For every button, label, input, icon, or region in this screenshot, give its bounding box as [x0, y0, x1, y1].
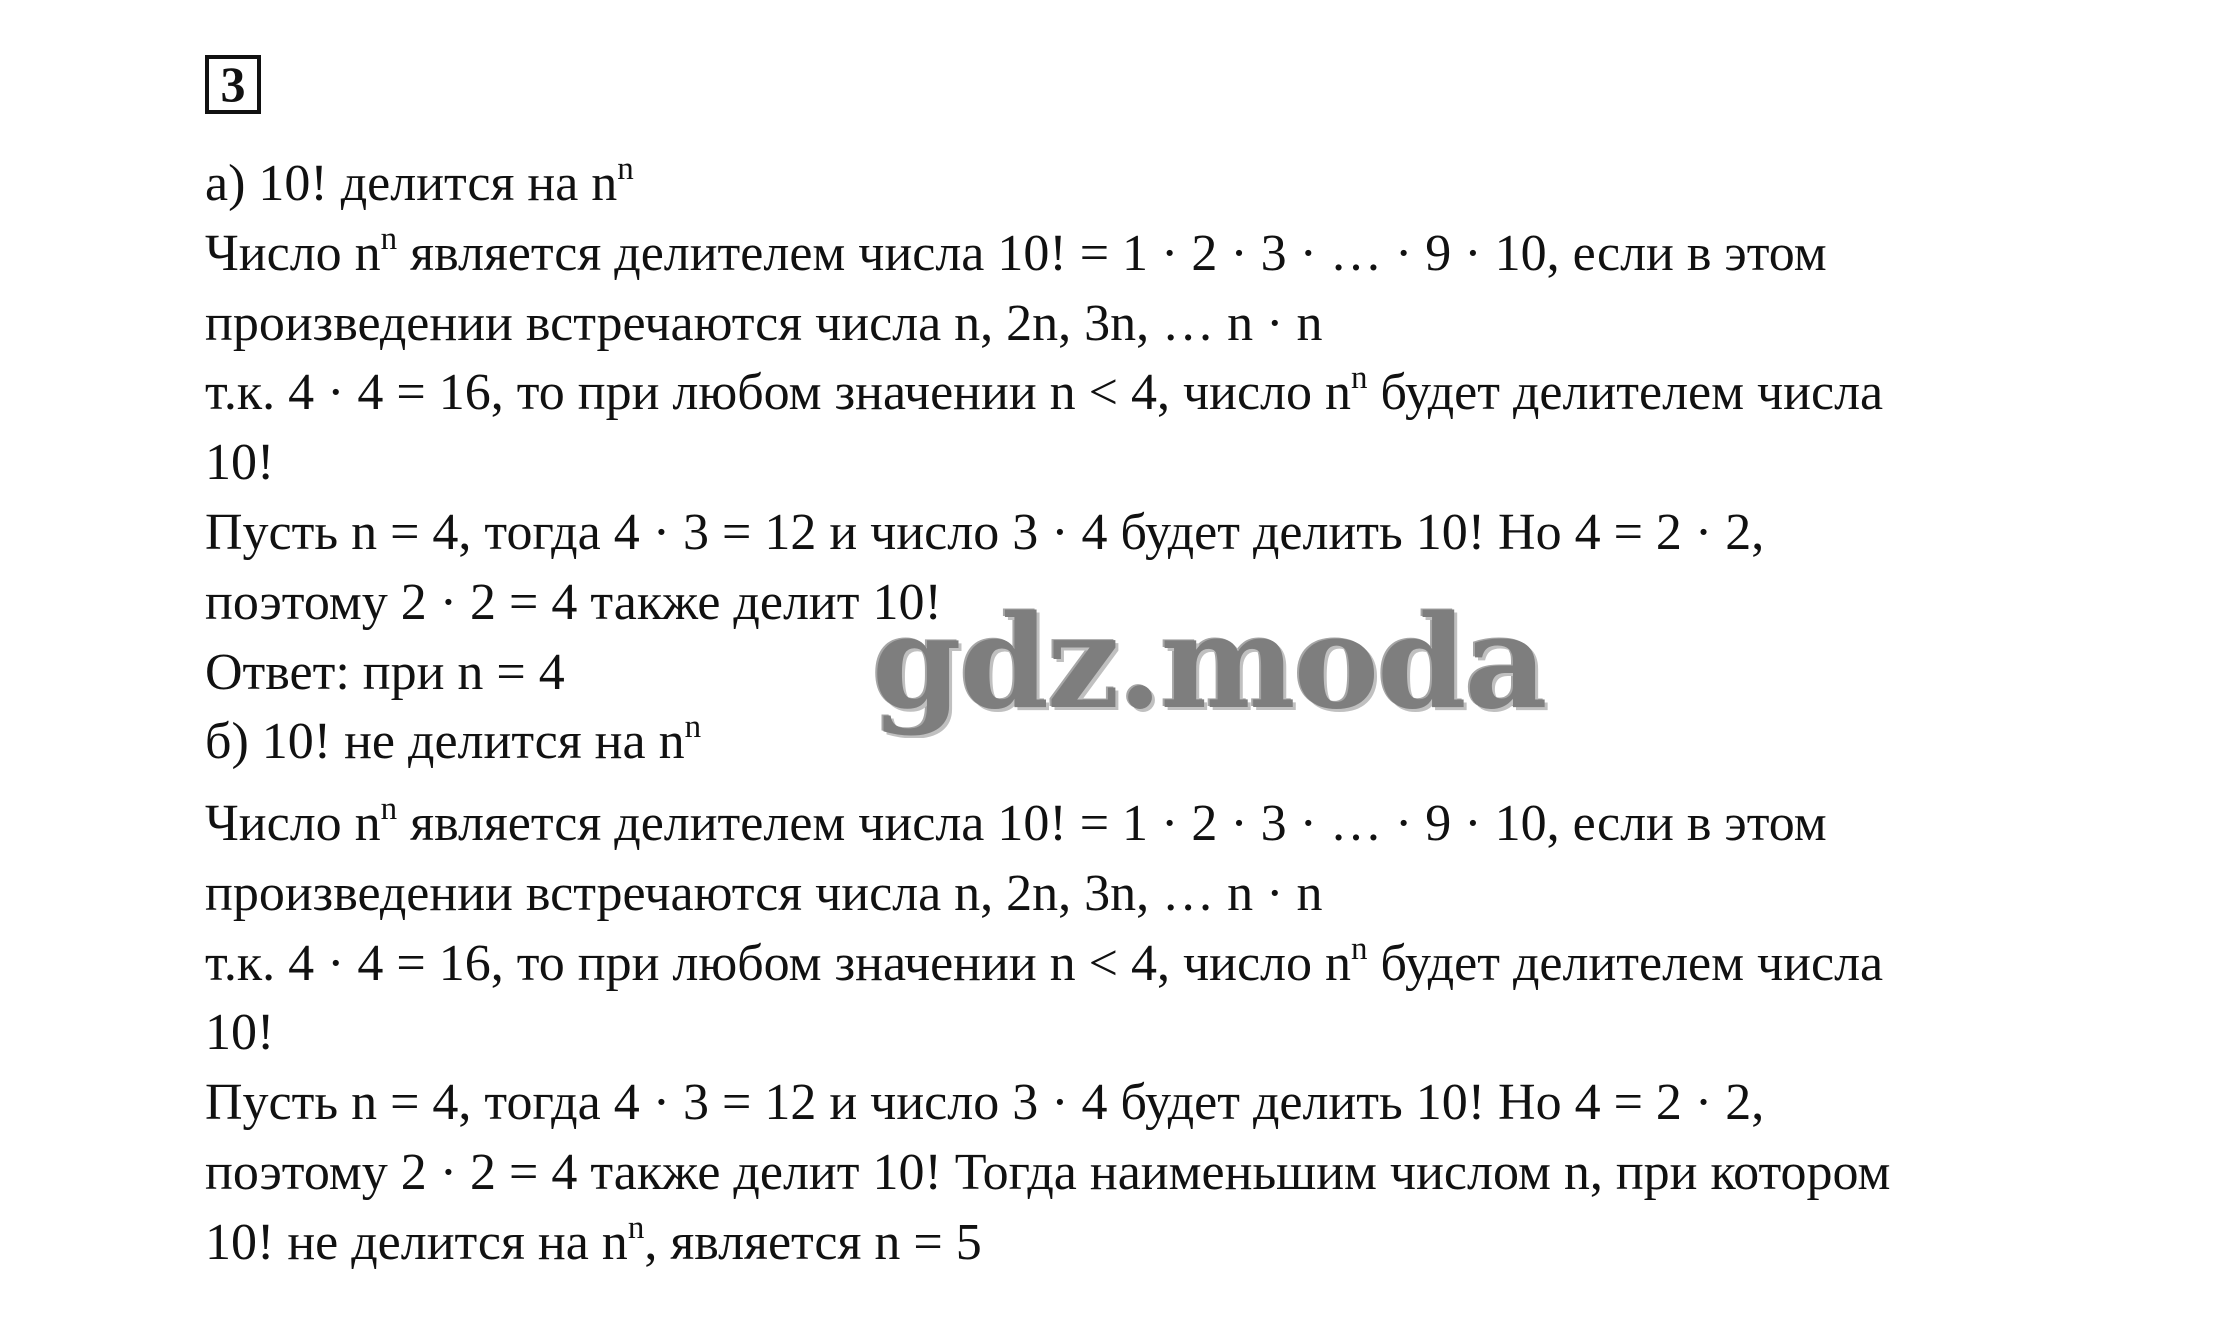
task-number: 3	[205, 55, 261, 114]
part-a	[205, 149, 2185, 777]
part-b-heading: б) 10! не делится на $n^n$	[205, 709, 702, 771]
part-b-line-3: т.к. 4 · 4 = 16, то при любом значении n < 4, число $n^n$ будет делителем числа	[205, 930, 1884, 992]
part-b-line-7: 10! не делится на $n^n$, является n = 5	[205, 1209, 982, 1271]
part-a-line-5: Пусть n = 4, тогда 4 · 3 = 12 и число 3 · 4 будет делить 10! Но 4 = 2 · 2,	[205, 503, 1765, 561]
part-b	[205, 789, 2185, 1278]
part-a-line-6: поэтому 2 · 2 = 4 также делит 10!	[205, 573, 942, 631]
part-a-line-1: Число $n^n$ является делителем числа 10! = 1 · 2 · 3 · … · 9 · 10, если в этом	[205, 220, 1827, 282]
part-b-line-4: 10!	[205, 1004, 275, 1062]
part-b-line-1: Число $n^n$ является делителем числа 10! = 1 · 2 · 3 · … · 9 · 10, если в этом	[205, 791, 1827, 852]
part-a-line-4: 10!	[205, 434, 275, 492]
part-b-line-5: Пусть n = 4, тогда 4 · 3 = 12 и число 3 · 4 будет делить 10! Но 4 = 2 · 2,	[205, 1074, 1765, 1132]
watermark-logo: gdz.moda	[872, 588, 1546, 738]
part-b-line-6: поэтому 2 · 2 = 4 также делит 10! Тогда наименьшим числом n, при котором	[205, 1143, 1891, 1201]
part-a-line-2: произведении встречаются числа n, 2n, 3n, … n · n	[205, 294, 1323, 352]
part-a-line-3: т.к. 4 · 4 = 16, то при любом значении n < 4, число $n^n$ будет делителем числа	[205, 360, 1884, 422]
part-a-answer: Ответ: при n = 4	[205, 643, 565, 701]
part-b-line-2: произведении встречаются числа n, 2n, 3n, … n · n	[205, 864, 1323, 922]
part-a-heading: а) 10! делится на $n^n$	[205, 151, 634, 212]
